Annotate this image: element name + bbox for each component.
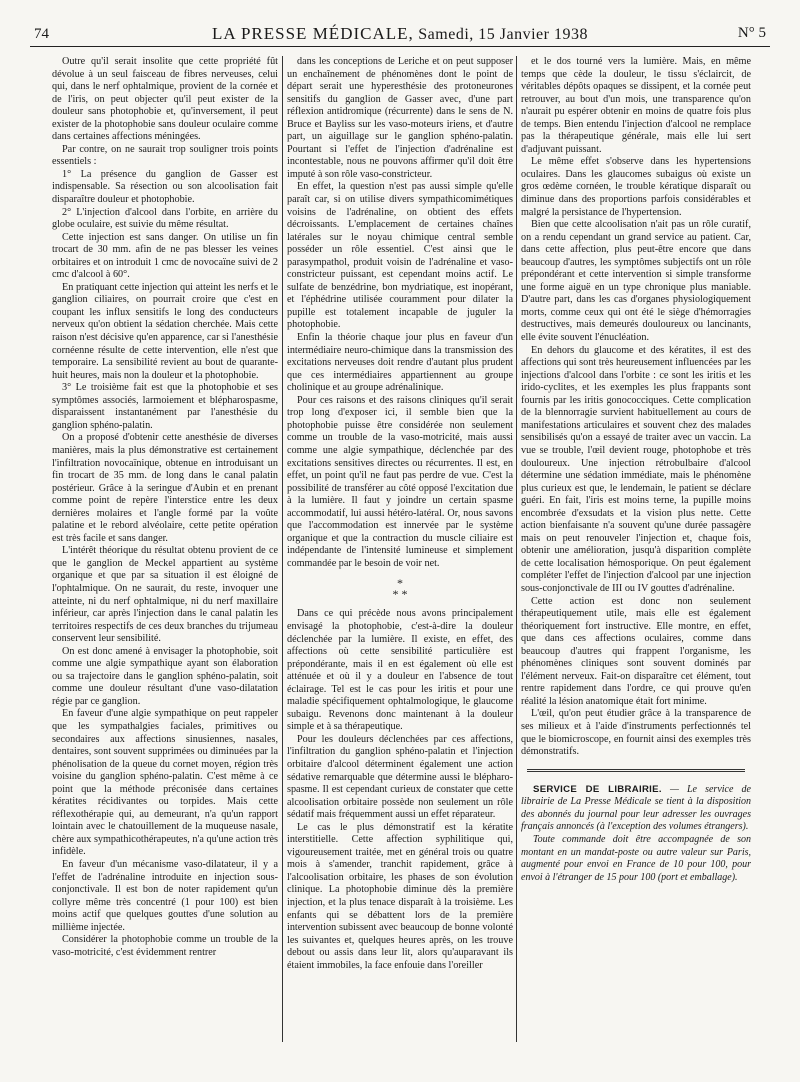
publication-name: LA PRESSE MÉDICALE,	[212, 24, 414, 43]
paragraph: Considérer la photophobie comme un trouble de la vaso-motricité, c'est évidemment rentrer	[52, 934, 278, 958]
notice-paragraph: Toute commande doit être accompagnée de son montant en un mandat-poste ou autre valeur sur Paris, augmenté pour envoi en France de 10 pour 100, pour envoi à l'étranger de 15 pour 100 (port et emballage).	[521, 834, 751, 883]
section-separator-stars: * * *	[392, 576, 408, 602]
paragraph: Cette injection est sans danger. On utilise un fin trocart de 30 mm. afin de ne pas blesser les veines orbitaires et on introduit 1 cmc de novocaïne suivi de 2 cmc d'alcool à 60°.	[52, 231, 278, 281]
paragraph: Cette action est donc non seulement thérapeutiquement utile, mais elle est également théoriquement fort instructive. Elle montre, en effet, que dans ces affections oculaires, comme dans beaucoup d'autres qui frappent l'organisme, les phénomènes cliniques sont souvent dominés par l'élément nerveux. Fait-on disparaître cet élément, tout rentre rapidement dans l'ordre, ce qui prouve qu'en réalité la lésion anatomique était fort minime.	[521, 595, 751, 707]
notice-rule	[527, 769, 745, 772]
column-divider	[282, 56, 283, 1042]
paragraph: L'œil, qu'on peut étudier grâce à la transparence de ses milieux et à l'aide d'instruments perfectionnés tel que le biomicroscope, en fournit ainsi des exemples très démonstratifs.	[521, 708, 751, 758]
paragraph: Dans ce qui précède nous avons principalement envisagé la photophobie, c'est-à-dire la douleur déclenchée par la lumière. Il existe, en effet, des affections où cette sensibilité particulière est prépondérante, mais il en est également où elle est atténuée et où il y a douleur en l'absence de tout éclairage. Tel est le cas pour les iritis et pour une maladie spécifiquement ophtalmologique, le glaucome subaigu. Revenons donc maintenant à la douleur simple et à sa thérapeutique.	[287, 608, 513, 733]
paragraph: et le dos tourné vers la lumière. Mais, en même temps que cède la douleur, le tissu s'éclaircit, de véritables dépôts opaques se dissipent, et la cornée peut retrouver, au bout d'un mois, une transparence qu'on n'aurait pu espérer obtenir en moins de quatre fois plus de temps. Bien entendu l'injection d'alcool ne remplace pas la thérapeutique générale, mais elle lui sert d'adjuvant puissant.	[521, 56, 751, 155]
paragraph: Le cas le plus démonstratif est la kératite interstitielle. Cette affection syphilitique qui, vigoureusement traitée, met en général trois ou quatre mois à s'amender, tranchit rapidement, grâce à l'alcoolisation orbitaire, les phases de son évolution clinique. La photophobie diminue dès la première injection, et la plus tenace disparaît à la troisième. Les enfants qui se débattent lors de la première intervention subissent avec beaucoup de bonne volonté les suivantes et, quelques heures après, on les trouve debout ou assis dans leur lit, alors qu'auparavant ils étaient immobiles, la face enfouie dans l'oreiller	[287, 821, 513, 971]
paragraph: Bien que cette alcoolisation n'ait pas un rôle curatif, on a rendu cependant un grand service au patient. Car, dans cette affection, plus peut-être encore que dans beaucoup d'autres, les symptômes subjectifs ont un rôle prépondérant et cette intervention si simple transforme une forme aiguë en un type chronique plus maniable. D'autre part, dans les cas d'organes physiologiquement morts, comme ceux qui ont été le siège d'hémorragies destructives, mais demeurés douloureux ou lancinants, elle évite souvent l'énucléation.	[521, 219, 751, 344]
notice-text: — Le service de librairie de La Presse Médicale se tient à la disposition des abonnés du journal pour leur adresser les ouvrages français annoncés (à l'exception des volumes étrangers).	[521, 783, 751, 833]
paragraph: 2° L'injection d'alcool dans l'orbite, en arrière du globe oculaire, est suivie du même résultat.	[52, 206, 278, 231]
paragraph: Par contre, on ne saurait trop souligner trois points essentiels :	[52, 143, 278, 168]
paragraph: En dehors du glaucome et des kératites, il est des affections qui sont très heureusement influencées par les injections d'alcool dans l'orbite : ce sont les iritis et les irido-cyclites, et les exemples les plus frappants sont fournis par les iritis gonococciques. Cette complication de la blennorragie survient habituellement au cours de manifestations articulaires et souvent chez des malades sensibilisés qu'on a essayé de traiter avec un vaccin. La vue se trouble, l'œil devient rouge, photophobe et très douloureux. Une injection rétrobulbaire d'alcool détermine une sédation immédiate, mais le phénomène plus curieux est que, le lendemain, le patient se déclare guéri. En fait, l'iris est moins terne, la pupille moins encombrée d'exsudats et la vision plus nette. Cette action bienfaisante n'a souvent qu'une durée passagère mais on peut renouveler l'injection et, chaque fois, obtenir une amélioration, jusqu'à disparition complète de cette localisation hémosporique. On peut également compléter l'effet de l'injection d'alcool par une injection sous-conjonctivale de III ou IV gouttes d'adrénaline.	[521, 344, 751, 594]
column-divider	[516, 56, 517, 1042]
paragraph: On a proposé d'obtenir cette anesthésie de diverses manières, mais la plus démonstrative est certainement l'infiltration novocaïnique, obtenue en introduisant un fin trocart de 35 mm. de long dans le canal palatin postérieur. Grâce à la seringue d'Aubin et en prenant comme point de repère l'interstice entre les deux dernières molaires et l'angle formé par la voûte palatine et le rebord alvéolaire, cette petite opération est très facile et sans danger.	[52, 432, 278, 544]
paragraph: 3° Le troisième fait est que la photophobie et ses symptômes associés, larmoiement et blépharospasme, disparaissent instantanément par l'anesthésie du ganglion sphéno-palatin.	[52, 382, 278, 431]
paragraph: Pour ces raisons et des raisons cliniques qu'il serait trop long d'exposer ici, il semble bien que la photophobie puisse être considérée non seulement comme un trouble de la vaso-motricité, mais aussi comme une algie sympathique, déclenchée par des excitations sensitives directes ou récurrentes. Il est, en effet, un point qu'il ne faut pas perdre de vue. C'est la possibilité de transférer au côté opposé l'excitation due à la lumière. Il faut y joindre un certain spasme accommodatif, lui aussi hétéro-latéral. Or, nous savons que l'accommodation est innervée par le système organique et que la contraction du muscle ciliaire est indépendante de l'intensité lumineuse et simplement commandée par le besoin de voir net.	[287, 394, 513, 569]
paragraph: Le même effet s'observe dans les hypertensions oculaires. Dans les glaucomes subaigus où existe un gros œdème cornéen, le trouble kératique disparaît ou diminue dans des proportions parfois considérables et malgré la persistance de l'hypertension.	[521, 156, 751, 218]
paragraph: En faveur d'un mécanisme vaso-dilatateur, il y a l'effet de l'adrénaline introduite en injection sous-conjonctivale. Il est bon de noter rapidement qu'un collyre même très concentré (1 pour 100) est bien moins actif que quelques gouttes d'une solution au millième injectée.	[52, 859, 278, 933]
paragraph: 1° La présence du ganglion de Gasser est indispensable. Sa résection ou son alcoolisation fait disparaître douleur et photophobie.	[52, 168, 278, 206]
page-header	[30, 22, 770, 46]
paragraph: En faveur d'une algie sympathique on peut rappeler que les sympathalgies faciales, primitives ou secondaires aux affections sinusiennes, nasales, dentaires, sont souvent supprimées ou diminuées par la phénolisation de la queue du cornet moyen, région très voisine du ganglion sphéno-palatin. C'est même à ce point que la méthode préconisée dans certaines kératites récidivantes ou torpides. Mais cette réflexothérapie qui, au demeurant, n'a qu'un rapport lointain avec le chatouillement de la muqueuse nasale, chère aux sympathicothérapeutes, n'a qu'une action très infidèle.	[52, 708, 278, 858]
issue-number: N° 5	[737, 25, 766, 41]
notice-paragraph	[521, 784, 751, 834]
paragraph: Pour les douleurs déclenchées par ces affections, l'infiltration du ganglion sphéno-palatin et l'injection orbitaire d'alcool déterminent également une action sédative remarquable que détermine aussi le blépharo-spasme. Il est cependant curieux de constater que cette alcoolisation orbitaire possède non seulement un rôle sédatif mais fréquemment aussi un effet réparateur.	[287, 733, 513, 821]
library-service-notice	[521, 784, 751, 885]
paragraph: On est donc amené à envisager la photophobie, soit comme une algie sympathique ayant son élaboration ou sa trajectoire dans le ganglion sphéno-palatin, soit comme une douleur résultant d'une vaso-dilatation régie par ce ganglion.	[52, 645, 278, 707]
text-column-3	[521, 56, 751, 1042]
notice-heading: SERVICE DE LIBRAIRIE.	[533, 783, 662, 795]
paragraph: En pratiquant cette injection qui atteint les nerfs et le ganglion ciliaires, on pourrait croire que c'est en coupant les influx sensitifs le long des conducteurs nerveux qu'on obtient la sédation cherchée. Mais cette raison n'est décisive qu'en apparence, car si l'anesthésie cornéenne résulte de cette intervention, elle n'est que temporaire. La sensibilité revient au bout de quarante-huit heures, mais non la douleur et la photophobie.	[52, 281, 278, 381]
text-column-2	[287, 56, 513, 1042]
text-column-1	[52, 56, 278, 1042]
paragraph: L'intérêt théorique du résultat obtenu provient de ce que le ganglion de Meckel appartient au système organique et que par sa situation il est éloigné de l'ophtalmique. On ne saurait, du reste, invoquer une atteinte, ni du nerf ophtalmique, ni du nerf maxillaire inférieur, car après l'injection dans le canal palatin les territoires respectifs de ces deux branches du trijumeau conservent leur sensibilité.	[52, 545, 278, 645]
paragraph: En effet, la question n'est pas aussi simple qu'elle paraît car, si on utilise divers sympathicomimétiques voisins de l'adrénaline, on obtient des effets décroissants. L'emplacement de certaines chaînes latérales sur le noyau chimique central semble posséder un rôle essentiel. C'est ainsi que le parasympathol, produit voisin de l'adrénaline et vaso-constricteur puissant, est cependant moins actif. Le sulfate de benzédrine, bon mydriatique, est inopérant, et l'éphédrine utilisée couramment pour dilater la pupille est totalement incapable de juguler la photophobie.	[287, 181, 513, 331]
paragraph: dans les conceptions de Leriche et on peut supposer un enchaînement de phénomènes dont le point de départ serait une hyperesthésie des protoneurones sensitifs du ganglion de Gasser avec, d'une part réflexion antidromique (récurrente) dans le sens de N. Bruce et Bayliss sur les vaso-moteurs iriens, et d'autre part, un aiguillage sur le ganglion sphéno-palatin. Pourtant si l'effet de l'injection d'adrénaline est incontestable, nous ne pouvons affirmer qu'il doit être imputé à son rôle vaso-constricteur.	[287, 56, 513, 180]
running-title	[30, 24, 770, 44]
issue-date: Samedi, 15 Janvier 1938	[418, 26, 588, 43]
header-rule	[30, 46, 770, 47]
paragraph: Enfin la théorie chaque jour plus en faveur d'un intermédiaire neuro-chimique dans la transmission des excitations nerveuses doit rendre d'autant plus prudent que ces intermédiaires appartiennent au groupe cholinique et au groupe adrénalinique.	[287, 332, 513, 394]
paragraph: Outre qu'il serait insolite que cette propriété fût dévolue à un seul faisceau de fibres nerveuses, celui qui, dans le nerf ophtalmique, provient de la cornée et de l'iris, on peut objecter qu'il peut exister de la douleur sans photophobie et, qu'inversement, il peut exister de la photophobie sans douleur oculaire comme dans certaines affections méningées.	[52, 56, 278, 143]
page-number: 74	[34, 26, 49, 42]
